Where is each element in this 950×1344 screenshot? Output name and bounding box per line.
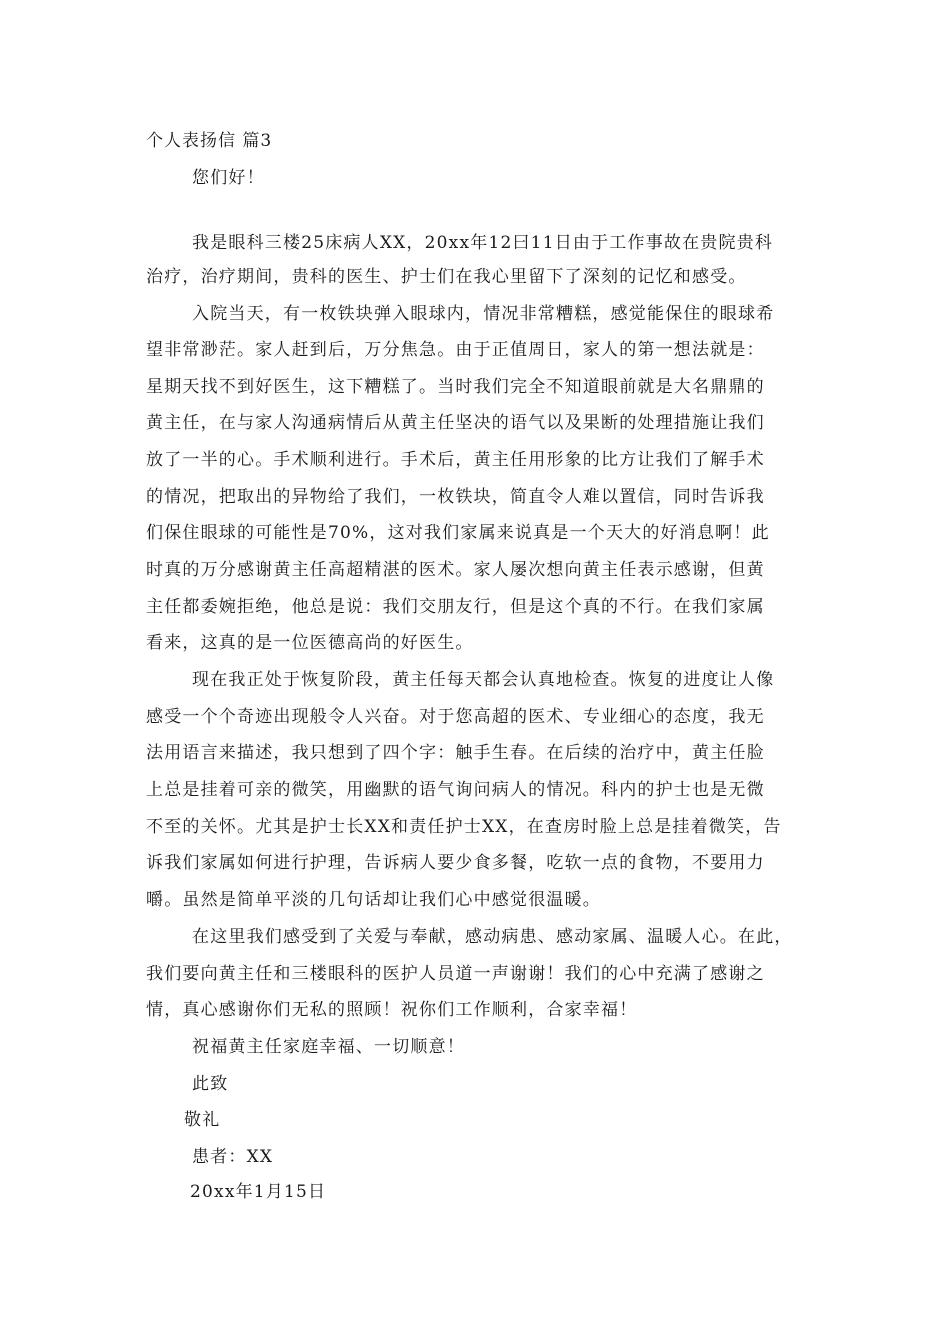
body-line: 法用语言来描述，我只想到了四个字：触手生春。在后续的治疗中，黄主任脸 [146, 743, 765, 763]
body-line: 们保住眼球的可能性是70%，这对我们家属来说真是一个天大的好消息啊！此 [146, 523, 770, 543]
body-line: 诉我们家属如何进行护理，告诉病人要少食多餐，吃软一点的食物，不要用力 [146, 853, 765, 873]
body-line: 时真的万分感谢黄主任高超精湛的医术。家人屡次想向黄主任表示感谢，但黄 [146, 560, 765, 580]
body-line: 我是眼科三楼25床病人XX，20xx年12曰11日由于工作事故在贵院贵科 [192, 233, 774, 253]
body-line: 的情况，把取出的异物给了我们，一枚铁块，简直令人难以置信，同时告诉我 [146, 487, 765, 507]
body-line: 上总是挂着可亲的微笑，用幽默的语气询问病人的情况。科内的护士也是无微 [146, 780, 765, 800]
body-line: 嚼。虽然是简单平淡的几句话却让我们心中感觉很温暖。 [146, 890, 601, 910]
body-line: 治疗，治疗期间，贵科的医生、护士们在我心里留下了深刻的记忆和感受。 [146, 267, 747, 287]
body-line: 我们要向黄主任和三楼眼科的医护人员道一声谢谢！我们的心中充满了感谢之 [146, 964, 765, 984]
signature-line: 患者：XX [192, 1147, 274, 1167]
document-title: 个人表扬信 篇3 [146, 131, 273, 151]
body-line: 入院当天，有一枚铁块弹入眼球内，情况非常糟糕，感觉能保住的眼球希 [192, 304, 775, 324]
closing-regards: 敬礼 [184, 1110, 221, 1130]
greeting-line: 您们好！ [192, 168, 265, 188]
body-line: 情，真心感谢你们无私的照顾！祝你们工作顺利，合家幸福！ [146, 1000, 638, 1020]
body-line: 星期天找不到好医生，这下糟糕了。当时我们完全不知道眼前就是大名鼎鼎的 [146, 377, 765, 397]
body-line: 看来，这真的是一位医德高尚的好医生。 [146, 633, 474, 653]
closing-wish: 祝福黄主任家庭幸福、一切顺意！ [192, 1037, 465, 1057]
body-line: 不至的关怀。尤其是护士长XX和责任护士XX，在查房时脸上总是挂着微笑，告 [146, 817, 782, 837]
body-line: 感受一个个奇迹出现般令人兴奋。对于您高超的医术、专业细心的态度，我无 [146, 707, 765, 727]
body-line: 现在我正处于恢复阶段，黄主任每天都会认真地检查。恢复的进度让人像 [192, 670, 775, 690]
body-line: 放了一半的心。手术顺利进行。手术后，黄主任用形象的比方让我们了解手术 [146, 450, 765, 470]
body-line: 黄主任，在与家人沟通病情后从黄主任坚决的语气以及果断的处理措施让我们 [146, 413, 765, 433]
body-line: 望非常渺茫。家人赶到后，万分焦急。由于正值周日，家人的第一想法就是： [146, 340, 765, 360]
body-line: 在这里我们感受到了关爱与奉献，感动病患、感动家属、温暖人心。在此， [192, 927, 793, 947]
closing-salutation: 此致 [192, 1074, 229, 1094]
date-line: 20xx年1月15日 [190, 1182, 327, 1202]
body-line: 主任都委婉拒绝，他总是说：我们交朋友行，但是这个真的不行。在我们家属 [146, 597, 765, 617]
